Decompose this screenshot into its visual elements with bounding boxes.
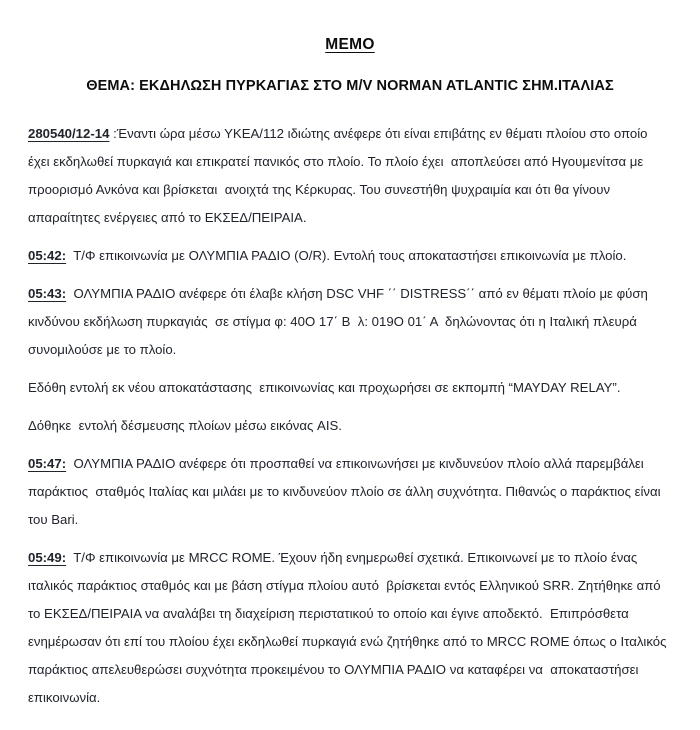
paragraph <box>28 544 672 712</box>
paragraph-text: Έναντι ώρα μέσω ΥΚΕΑ/112 ιδιώτης ανέφερε ότι είναι επιβάτης εν θέματι πλοίου στο οποίο έχει εκδηλωθεί πυρκαγιά και επικρατεί πανικός στο πλοίο. Το πλοίο έχει αποπλεύσει από Ηγουμενίτσα με προορισμό Ανκόνα και βρίσκεται ανοιχτά της Κέρκυρας. Του συνεστήθη ψυχραιμία και ότι θα γίνουν απαραίτητες ενέργειες από το ΕΚΣΕΔ/ΠΕΙΡΑΙΑ. <box>28 126 652 225</box>
paragraph-text: ΟΛΥΜΠΙΑ ΡΑΔΙΟ ανέφερε ότι έλαβε κλήση DSC VHF ΄΄ DISTRESS΄΄ από εν θέματι πλοίο με φύση κινδύνου εκδήλωση πυρκαγιάς σε στίγμα φ: 40Ο 17΄ Β λ: 019Ο 01΄ Α δηλώνοντας ότι η Ιταλική πλευρά συνομιλούσε με το πλοίο. <box>28 286 652 357</box>
memo-body <box>28 120 672 712</box>
paragraph-label: 05:47: <box>28 456 67 471</box>
paragraph <box>28 450 672 534</box>
memo-subject: ΘΕΜΑ: ΕΚΔΗΛΩΣΗ ΠΥΡΚΑΓΙΑΣ ΣΤΟ M/V NORMAN ATLANTIC ΣΗΜ.ΙΤΑΛΙΑΣ <box>86 78 614 94</box>
paragraph-text: Δόθηκε εντολή δέσμευσης πλοίων μέσω εικόνας AIS. <box>28 418 342 433</box>
paragraph <box>28 120 672 232</box>
paragraph-label: 05:42: <box>28 248 67 263</box>
paragraph-text: Τ/Φ επικοινωνία με ΟΛΥΜΠΙΑ ΡΑΔΙΟ (O/R). Εντολή τους αποκαταστήσει επικοινωνία με πλοίο. <box>73 248 627 263</box>
paragraph <box>28 280 672 364</box>
paragraph-separator: : <box>109 126 117 141</box>
paragraph-label: 280540/12-14 <box>28 126 110 141</box>
paragraph-label: 05:43: <box>28 286 67 301</box>
paragraph <box>28 412 672 440</box>
paragraph-text: Τ/Φ επικοινωνία με MRCC ROME. Έχουν ήδη ενημερωθεί σχετικά. Επικοινωνεί με το πλοίο ένας ιταλικός παράκτιος σταθμός και με βάση στίγμα πλοίου αυτό βρίσκεται εντός Ελληνικού SRR. Ζητήθηκε από το ΕΚΣΕΔ/ΠΕΙΡΑΙΑ να αναλάβει τη διαχείριση περιστατικού το οποίο και έγινε αποδεκτό. Επιπρόσθετα ενημέρωσαν ότι επί του πλοίου έχει εκδηλωθεί πυρκαγιά ενώ ζητήθηκε από το MRCC ROME όπως ο Ιταλικός παράκτιος απελευθερώσει συχνότητα προκειμένου το ΟΛΥΜΠΙΑ ΡΑΔΙΟ να καταφέρει να αποκαταστήσει επικοινωνία. <box>28 550 671 705</box>
paragraph-text: ΟΛΥΜΠΙΑ ΡΑΔΙΟ ανέφερε ότι προσπαθεί να επικοινωνήσει με κινδυνεύον πλοίο αλλά παρεμβάλει παράκτιος σταθμός Ιταλίας και μιλάει με το κινδυνεύον πλοίο σε άλλη συχνότητα. Πιθανώς ο παράκτιος είναι του Bari. <box>28 456 665 527</box>
paragraph <box>28 374 672 402</box>
paragraph <box>28 242 672 270</box>
memo-title: MEMO <box>325 36 375 53</box>
paragraph-label: 05:49: <box>28 550 67 565</box>
paragraph-text: Εδόθη εντολή εκ νέου αποκατάστασης επικοινωνίας και προχωρήσει σε εκπομπή “MAYDAY RELAY”. <box>28 380 621 395</box>
